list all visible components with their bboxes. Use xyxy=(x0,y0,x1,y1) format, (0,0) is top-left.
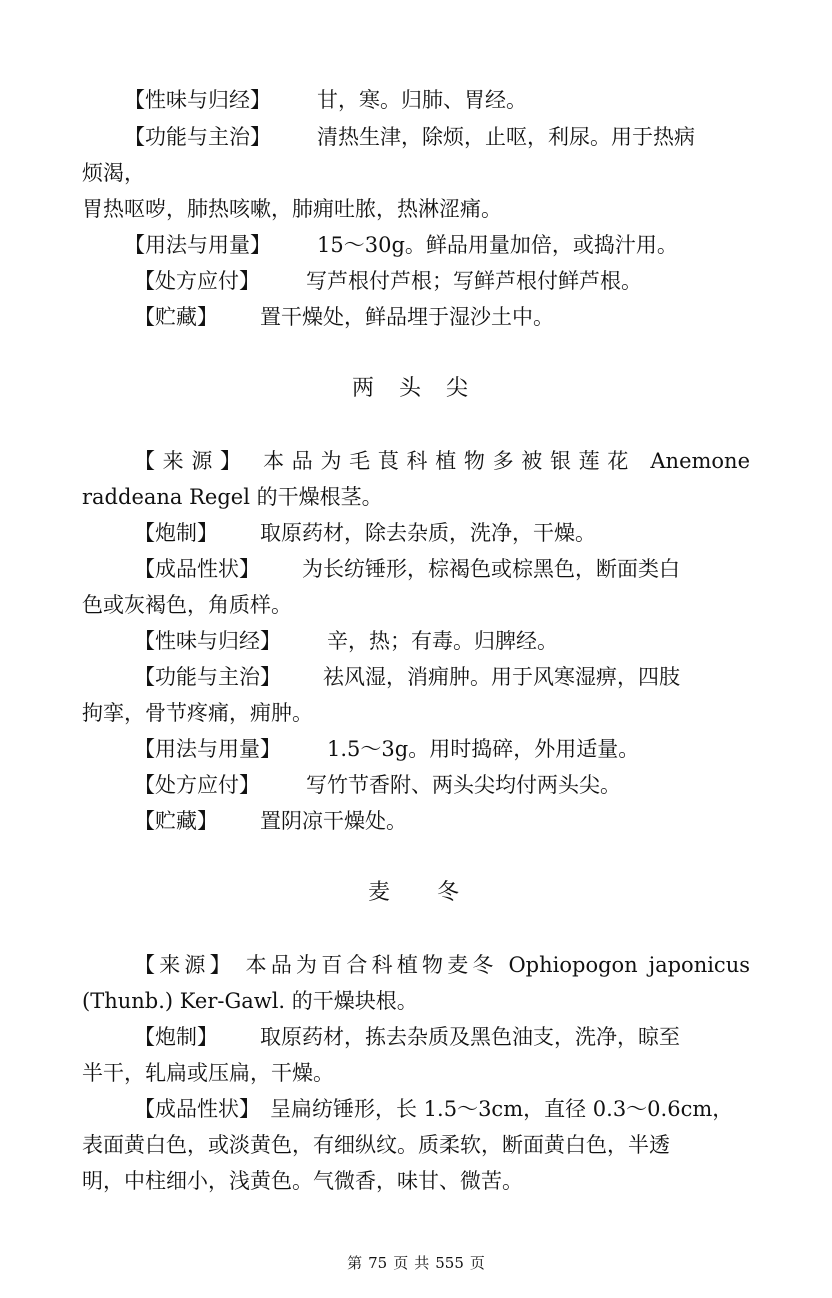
liangtoujian-yongfa-line xyxy=(134,735,639,763)
lugen-gongneng-text-2: 烦渴， xyxy=(82,161,145,185)
liangtoujian-xingzhuang-line-2 xyxy=(82,591,292,619)
liangtoujian-xingzhuang-text-1: 为长纺锤形，棕褐色或棕黑色，断面类白 xyxy=(302,557,680,581)
liangtoujian-zhucang-text: 置阴凉干燥处。 xyxy=(260,809,407,833)
liangtoujian-paozhi-label: 【炮制】 xyxy=(134,521,218,545)
liangtoujian-xingwei-line xyxy=(134,627,558,655)
liangtoujian-gongneng-line-2 xyxy=(82,699,313,727)
lugen-gongneng-line-3 xyxy=(82,195,502,223)
liangtoujian-paozhi-line xyxy=(134,519,596,547)
liangtoujian-laiyuan-label: 【来源】 xyxy=(134,449,249,473)
lugen-chufang-text: 写芦根付芦根；写鲜芦根付鲜芦根。 xyxy=(306,269,642,293)
liangtoujian-xingwei-label: 【性味与归经】 xyxy=(134,629,281,653)
maidong-xingzhuang-text-1: 呈扁纺锤形，长 1.5～3cm，直径 0.3～0.6cm， xyxy=(270,1097,734,1121)
liangtoujian-gongneng-text-1: 祛风湿，消痈肿。用于风寒湿痹，四肢 xyxy=(323,665,680,689)
liangtoujian-paozhi-text: 取原药材，除去杂质，洗净，干燥。 xyxy=(260,521,596,545)
liangtoujian-gongneng-line xyxy=(134,663,680,691)
lugen-yongfa-text: 15～30g。鲜品用量加倍，或捣汁用。 xyxy=(317,233,678,257)
maidong-title: 麦 冬 xyxy=(368,880,459,905)
maidong-laiyuan-line xyxy=(134,951,750,979)
lugen-gongneng-text-1: 清热生津，除烦，止呕，利尿。用于热病 xyxy=(317,125,695,149)
liangtoujian-laiyuan-text-1: 本品为毛茛科植物多被银莲花 Anemone xyxy=(263,449,751,473)
lugen-yongfa-line xyxy=(124,231,678,259)
maidong-laiyuan-text-1: 本品为百合科植物麦冬 Ophiopogon japonicus xyxy=(245,953,750,977)
footer-page-word: 页 xyxy=(393,1254,409,1272)
maidong-xingzhuang-line-3 xyxy=(82,1167,523,1195)
liangtoujian-chufang-text: 写竹节香附、两头尖均付两头尖。 xyxy=(306,773,621,797)
maidong-paozhi-line xyxy=(134,1023,680,1051)
maidong-xingzhuang-label: 【成品性状】 xyxy=(134,1097,260,1121)
liangtoujian-xingwei-text: 辛，热；有毒。归脾经。 xyxy=(327,629,558,653)
liangtoujian-gongneng-text-2: 拘挛，骨节疼痛，痈肿。 xyxy=(82,701,313,725)
maidong-xingzhuang-text-2: 表面黄白色，或淡黄色，有细纵纹。质柔软，断面黄白色，半透 xyxy=(82,1133,670,1157)
lugen-zhucang-label: 【贮藏】 xyxy=(134,305,218,329)
lugen-chufang-label: 【处方应付】 xyxy=(134,269,260,293)
maidong-paozhi-text-2: 半干，轧扁或压扁，干燥。 xyxy=(82,1061,334,1085)
liangtoujian-chufang-line xyxy=(134,771,621,799)
footer-page-number: 75 xyxy=(368,1254,388,1272)
liangtoujian-xingzhuang-label: 【成品性状】 xyxy=(134,557,260,581)
maidong-xingzhuang-line-2 xyxy=(82,1131,670,1159)
maidong-paozhi-line-2 xyxy=(82,1059,334,1087)
lugen-xingwei-text: 甘，寒。归肺、胃经。 xyxy=(317,88,527,112)
liangtoujian-gongneng-label: 【功能与主治】 xyxy=(134,665,281,689)
footer-total-word: 共 xyxy=(414,1254,430,1272)
liangtoujian-zhucang-label: 【贮藏】 xyxy=(134,809,218,833)
liangtoujian-xingzhuang-line xyxy=(134,555,680,583)
maidong-xingzhuang-text-3: 明，中柱细小，浅黄色。气微香，味甘、微苦。 xyxy=(82,1169,523,1193)
maidong-laiyuan-label: 【来源】 xyxy=(134,953,235,977)
lugen-yongfa-label: 【用法与用量】 xyxy=(124,233,271,257)
maidong-paozhi-label: 【炮制】 xyxy=(134,1025,218,1049)
lugen-gongneng-text-3: 胃热呕哕，肺热咳嗽，肺痈吐脓，热淋涩痛。 xyxy=(82,197,502,221)
lugen-zhucang-text: 置干燥处，鲜品埋于湿沙土中。 xyxy=(260,305,554,329)
liangtoujian-laiyuan-line-2 xyxy=(82,483,383,511)
maidong-paozhi-text-1: 取原药材，拣去杂质及黑色油支，洗净，晾至 xyxy=(260,1025,680,1049)
maidong-xingzhuang-line xyxy=(134,1095,733,1123)
maidong-laiyuan-line-2 xyxy=(82,987,418,1015)
liangtoujian-laiyuan-text-2: raddeana Regel 的干燥根茎。 xyxy=(82,485,383,509)
liangtoujian-title: 两 头 尖 xyxy=(352,376,468,401)
liangtoujian-yongfa-label: 【用法与用量】 xyxy=(134,737,281,761)
footer-prefix: 第 xyxy=(347,1254,363,1272)
maidong-laiyuan-text-2: (Thunb.) Ker-Gawl. 的干燥块根。 xyxy=(82,989,418,1013)
liangtoujian-yongfa-text: 1.5～3g。用时捣碎，外用适量。 xyxy=(327,737,640,761)
lugen-gongneng-label: 【功能与主治】 xyxy=(124,125,271,149)
footer-total-pages: 555 xyxy=(435,1254,464,1272)
lugen-zhucang-line xyxy=(134,303,554,331)
lugen-xingwei-line xyxy=(124,86,527,114)
liangtoujian-laiyuan-line xyxy=(134,447,750,475)
footer-suffix: 页 xyxy=(469,1254,485,1272)
lugen-gongneng-line-2 xyxy=(82,159,145,187)
lugen-xingwei-label: 【性味与归经】 xyxy=(124,88,271,112)
lugen-gongneng-line xyxy=(124,123,695,151)
liangtoujian-chufang-label: 【处方应付】 xyxy=(134,773,260,797)
lugen-chufang-line xyxy=(134,267,642,295)
liangtoujian-xingzhuang-text-2: 色或灰褐色，角质样。 xyxy=(82,593,292,617)
page-footer xyxy=(0,1253,832,1273)
liangtoujian-zhucang-line xyxy=(134,807,407,835)
